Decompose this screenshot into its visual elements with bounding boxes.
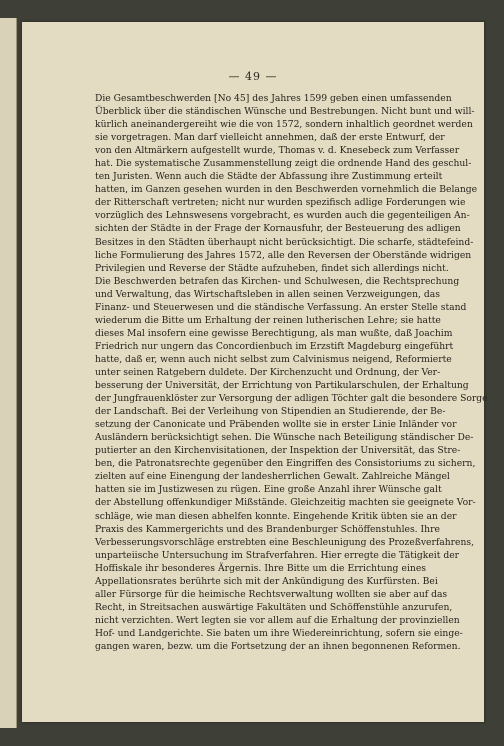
text-line: Recht, in Streitsachen auswärtige Fakultäten und Schöffenstühle anzurufen, (95, 601, 453, 613)
text-line: Hof- und Landgerichte. Sie baten um ihre Wiedereinrichtung, sofern sie einge- (95, 627, 463, 639)
text-line: Die Gesamtbeschwerden [No 45] des Jahres 1599 geben einen umfassenden (95, 93, 452, 104)
body-text (79, 92, 488, 653)
page-number: — 49 — (228, 70, 278, 83)
text-line: dieses Mal insofern eine gewisse Berechtigung, als man wußte, daß Joachim (95, 327, 453, 339)
text-line: putierter an den Kirchenvisitationen, der Inspektion der Universität, das Stre- (95, 445, 461, 457)
text-line: Verbesserungsvorschläge erstrebten eine Beschleunigung des Prozeßverfahrens, (95, 536, 475, 548)
text-line: hat. Die systematische Zusammenstellung zeigt die ordnende Hand des geschul- (95, 158, 472, 170)
text-line: vorzüglich des Lehnswesens vorgebracht, es wurden auch die gegenteiligen An- (95, 210, 470, 222)
book-page (22, 22, 488, 722)
text-line: liche Formulierung des Jahres 1572, alle den Reversen der Oberstände widrigen (95, 249, 472, 261)
text-line: der Ritterschaft vertreten; nicht nur wurden spezifisch adlige Forderungen wie (95, 197, 466, 209)
text-line: Ausländern berücksichtigt sehen. Die Wünsche nach Beteiligung ständischer De- (95, 432, 474, 444)
text-line: Appellationsrates berührte sich mit der Ankündigung des Kurfürsten. Bei (95, 575, 438, 587)
text-line: unparteiische Untersuchung im Strafverfahren. Hier erregte die Tätigkeit der (95, 549, 460, 561)
text-line: kürlich aneinandergereiht wie die von 1572, sondern inhaltlich geordnet werden (95, 119, 473, 131)
text-line: und Verwaltung, das Wirtschaftsleben in allen seinen Verzweigungen, das (95, 288, 440, 300)
text-line: schläge, wie man diesen abhelfen konnte. Eingehende Kritik übten sie an der (95, 510, 457, 522)
text-line: Überblick über die ständischen Wünsche und Bestrebungen. Nicht bunt und will- (95, 106, 475, 118)
text-line: sichten der Städte in der Frage der Kornausfuhr, der Besteuerung des adligen (95, 223, 461, 235)
text-line: Finanz- und Steuerwesen und die ständische Verfassung. An erster Stelle stand (95, 301, 467, 313)
text-line: hatte, daß er, wenn auch nicht selbst zum Calvinismus neigend, Reformierte (95, 353, 452, 365)
paragraph-2 (79, 275, 488, 653)
text-line: aller Fürsorge für die heimische Rechtsverwaltung wollten sie aber auf das (95, 588, 448, 600)
text-line: wiederum die Bitte um Erhaltung der reinen lutherischen Lehre; sie hatte (95, 314, 441, 326)
text-line: Die Beschwerden betrafen das Kirchen- und Schulwesen, die Rechtsprechung (95, 275, 460, 287)
text-line: zielten auf eine Einengung der landesherrlichen Gewalt. Zahlreiche Mängel (95, 471, 450, 483)
text-line: nicht verzichten. Wert legten sie vor allem auf die Erhaltung der provinziellen (95, 614, 460, 626)
text-line: ten Juristen. Wenn auch die Städte der Abfassung ihre Zustimmung erteilt (95, 171, 443, 183)
text-line: Besitzes in den Städten überhaupt nicht berücksichtigt. Die scharfe, städtefeind- (95, 236, 474, 248)
text-line: setzung der Canonicate und Präbenden wollte sie in erster Linie Inländer vor (95, 419, 457, 431)
text-line: der Abstellung offenkundiger Mißstände. Gleichzeitig machten sie geeignete Vor- (95, 497, 476, 509)
text-line: der Jungfrauenklöster zur Versorgung der adligen Töchter galt die besondere Sorge (95, 393, 488, 405)
text-line: der Landschaft. Bei der Verleihung von Stipendien an Studierende, der Be- (95, 406, 446, 418)
text-line: unter seinen Ratgebern duldete. Der Kirchenzucht und Ordnung, der Ver- (95, 366, 441, 378)
facing-page-edge (0, 18, 17, 728)
text-line: Praxis des Kammergerichts und des Brandenburger Schöffenstuhles. Ihre (95, 523, 440, 535)
text-line: Privilegien und Reverse der Städte aufzuheben, findet sich allerdings nicht. (95, 262, 449, 274)
text-line: gangen waren, bezw. um die Fortsetzung der an ihnen begonnenen Reformen. (95, 640, 461, 652)
text-line: besserung der Universität, der Errichtung von Partikularschulen, der Erhaltung (95, 380, 469, 392)
text-line: ben, die Patronatsrechte gegenüber den Eingriffen des Consistoriums zu sichern, (95, 458, 476, 470)
paragraph-1 (79, 92, 478, 275)
text-line: Hoffiskale ihr besonderes Ärgernis. Ihre Bitte um die Errichtung eines (95, 562, 426, 574)
text-line: von den Altmärkern aufgestellt wurde, Thomas v. d. Knesebeck zum Verfasser (95, 145, 460, 157)
text-line: sie vorgetragen. Man darf vielleicht annehmen, daß der erste Entwurf, der (95, 132, 445, 144)
text-line: hatten, im Ganzen gesehen wurden in den Beschwerden vornehmlich die Belange (95, 184, 478, 196)
text-line: Friedrich nur ungern das Concordienbuch im Erzstift Magdeburg eingeführt (95, 340, 454, 352)
text-line: hatten sie im Justizwesen zu rügen. Eine große Anzahl ihrer Wünsche galt (95, 484, 442, 496)
